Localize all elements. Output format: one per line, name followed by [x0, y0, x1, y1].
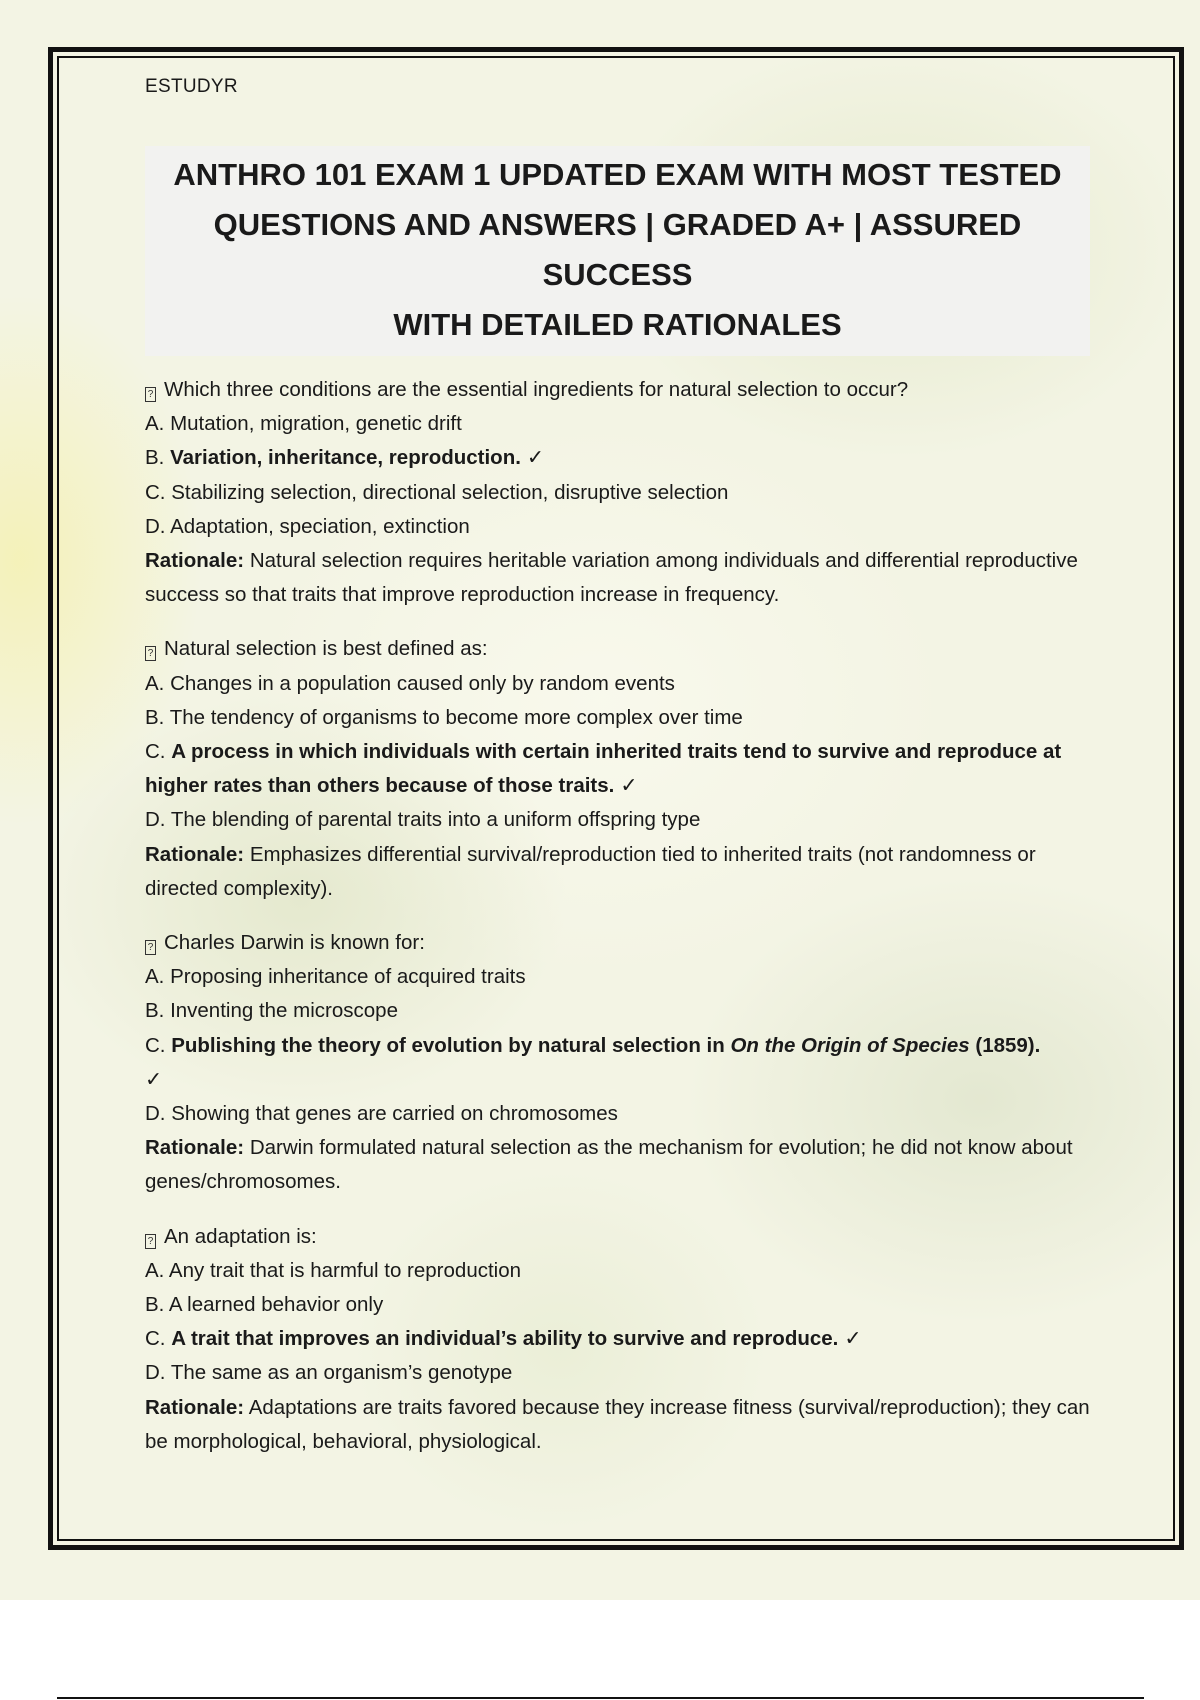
page-bottom-margin — [0, 1600, 1200, 1700]
brand-name: ESTUDYR — [145, 76, 238, 97]
question-4-option-c: C. A trait that improves an individual’s ability to survive and reproduce. ✓ — [145, 1327, 862, 1351]
question-block-4 — [145, 1220, 1090, 1459]
question-1-option-a: A. Mutation, migration, genetic drift — [145, 412, 462, 436]
question-1-option-c: C. Stabilizing selection, directional selection, disruptive selection — [145, 480, 729, 504]
question-2-option-b: B. The tendency of organisms to become more complex over time — [145, 705, 743, 729]
question-4-text: ? An adaptation is: — [145, 1220, 1090, 1254]
question-3-text: ? Charles Darwin is known for: — [145, 926, 1090, 960]
question-box-icon: ? — [145, 387, 156, 402]
question-2-option-a: A. Changes in a population caused only by random events — [145, 671, 675, 695]
question-2-text: ? Natural selection is best defined as: — [145, 632, 1090, 666]
question-box-icon: ? — [145, 1234, 156, 1249]
question-3-option-c: C. Publishing the theory of evolution by natural selection in On the Origin of Species (1859). ✓ — [145, 1033, 1041, 1091]
question-1-option-d: D. Adaptation, speciation, extinction — [145, 514, 470, 538]
correct-answer: Publishing the theory of evolution by natural selection in On the Origin of Species (1859). — [171, 1033, 1041, 1057]
question-3-rationale: Rationale: Darwin formulated natural selection as the mechanism for evolution; he did not know about genes/chromosomes. — [145, 1136, 1073, 1194]
checkmark-icon: ✓ — [844, 1327, 862, 1351]
question-block-3 — [145, 926, 1090, 1200]
title-box — [145, 146, 1090, 356]
document-content — [145, 72, 1090, 1459]
question-block-1 — [145, 373, 1090, 612]
question-2-rationale: Rationale: Emphasizes differential survival/reproduction tied to inherited traits (not randomness or directed complexity). — [145, 842, 1036, 900]
question-box-icon: ? — [145, 940, 156, 955]
book-title: On the Origin of Species — [730, 1033, 970, 1057]
question-4-option-d: D. The same as an organism’s genotype — [145, 1361, 513, 1385]
question-4-option-b: B. A learned behavior only — [145, 1293, 384, 1317]
question-1-text: ? Which three conditions are the essential ingredients for natural selection to occur? — [145, 373, 1090, 407]
question-2-option-c: C. A process in which individuals with certain inherited traits tend to survive and reproduce at higher rates than others because of those traits. ✓ — [145, 740, 1062, 798]
question-1-option-b: B. Variation, inheritance, reproduction. ✓ — [145, 446, 545, 470]
checkmark-icon: ✓ — [526, 446, 545, 470]
title-line-2: QUESTIONS AND ANSWERS | GRADED A+ | ASSURED SUCCESS — [213, 207, 1022, 292]
footer-rule — [57, 1697, 1144, 1699]
title-line-1: ANTHRO 101 EXAM 1 UPDATED EXAM WITH MOST TESTED — [173, 157, 1062, 192]
question-3-option-d: D. Showing that genes are carried on chromosomes — [145, 1102, 618, 1126]
question-4-rationale: Rationale: Adaptations are traits favored because they increase fitness (survival/reproduction); they can be morphological, behavioral, physiological. — [145, 1395, 1090, 1453]
question-3-option-b: B. Inventing the microscope — [145, 999, 398, 1023]
checkmark-icon: ✓ — [145, 1067, 163, 1091]
correct-answer: Variation, inheritance, reproduction. — [170, 446, 521, 470]
question-1-rationale: Rationale: Natural selection requires heritable variation among individuals and differential reproductive success so that traits that improve reproduction increase in frequency. — [145, 549, 1078, 607]
correct-answer: A trait that improves an individual’s ability to survive and reproduce. — [171, 1327, 839, 1351]
checkmark-icon: ✓ — [620, 774, 638, 798]
question-box-icon: ? — [145, 646, 156, 661]
question-3-option-a: A. Proposing inheritance of acquired traits — [145, 965, 526, 989]
question-4-option-a: A. Any trait that is harmful to reproduction — [145, 1258, 522, 1282]
correct-answer: A process in which individuals with certain inherited traits tend to survive and reproduce at higher rates than others because of those traits. — [145, 740, 1062, 798]
question-block-2 — [145, 632, 1090, 906]
title-line-3: WITH DETAILED RATIONALES — [393, 307, 842, 342]
question-2-option-d: D. The blending of parental traits into a uniform offspring type — [145, 808, 701, 832]
